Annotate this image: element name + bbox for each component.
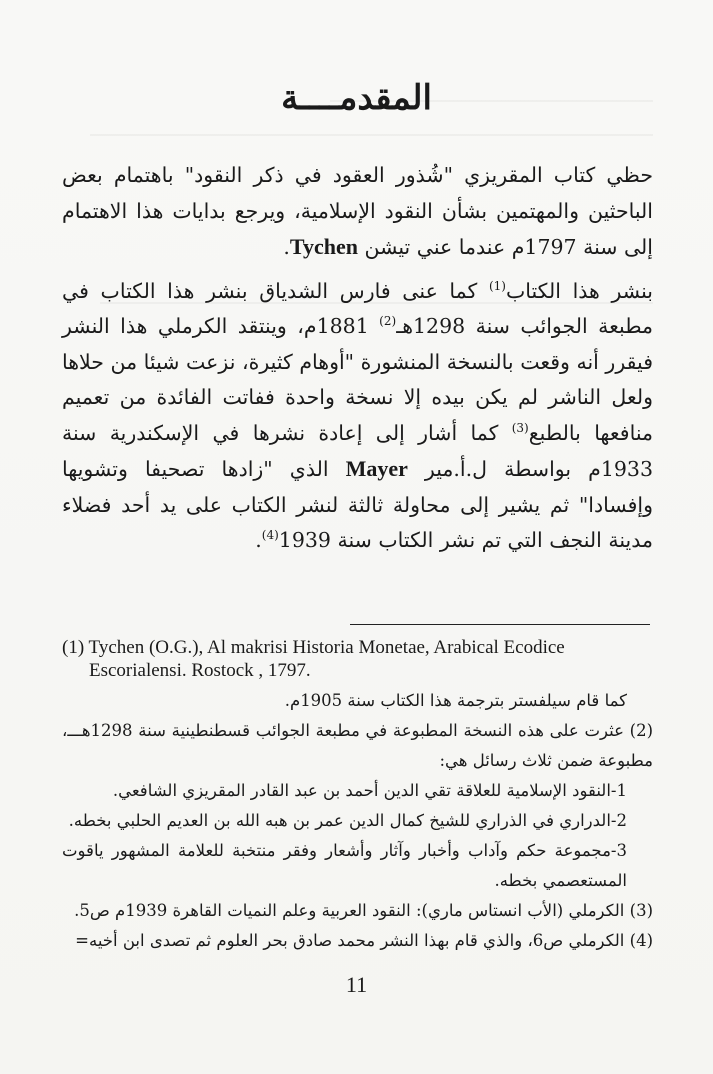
paragraph-1-end: . [283, 235, 290, 259]
footnote-2-item-1: 1-النقود الإسلامية للعلاقة تقي الدين أحمد بن عبد القادر المقريزي الشافعي. [112, 781, 627, 800]
paragraph-2-text-b: كما عنى فارس الشدياق بنشر هذا الكتاب في مطبعة الجوائب سنة 1298هـ [62, 278, 653, 338]
footnote-2-item-2: 2-الدراري في الذراري للشيخ كمال الدين عمر بن هبه الله بن العديم الحلبي بخطه. [68, 811, 627, 830]
footnote-ref-4: (4) [261, 528, 279, 543]
footnotes [62, 636, 653, 956]
bleed-through-line [90, 134, 653, 136]
footnote-3: (3) الكرملي (الأب انستاس ماري): النقود العربية وعلم النميات القاهرة 1939م ص5. [74, 901, 653, 920]
page-number: 11 [345, 972, 368, 997]
main-text [62, 158, 653, 567]
footnote-ref-2: (2) [379, 314, 397, 329]
footnote-1-latin [62, 636, 653, 682]
paragraph-2-text-a: بنشر هذا الكتاب [505, 278, 653, 303]
page-heading: المقدمــــة [281, 78, 432, 118]
paragraph-1-text: حظي كتاب المقريزي "شُذور العقود في ذكر النقود" باهتمام بعض الباحثين والمهتمين بشأن النقود الإسلامية، ويرجع بدايات هذا الاهتمام إلى سنة 1797م عندما عني تيشن [62, 163, 653, 259]
paragraph-2-text-c: 1881م، وينتقد الكرملي هذا النشر فيقرر أنه وقعت بالنسخة المنشورة "أوهام كثيرة، نزعت شيئا من حلاها ولعل الناشر لم يكن بيده إلا نسخة واحدة ففاتت الفائدة من تعميم منافعها بالطبع [62, 314, 653, 445]
paragraph-2-text-e: الذي "زادها تصحيفا وتشويها وإفسادا" ثم يشير إلى محاولة ثالثة لنشر الكتاب على يد أحد فضلاء مدينة النجف التي تم نشر الكتاب سنة 1939 [62, 457, 653, 552]
paragraph-2-end: . [255, 528, 262, 552]
paragraph-1 [62, 158, 653, 266]
footnote-1-line-2: Escorialensi. Rostock , 1797. [89, 660, 311, 681]
paragraph-2-text-d: كما أشار إلى إعادة نشرها في الإسكندرية سنة 1933م بواسطة ل.أ.مير [62, 420, 653, 481]
footnote-2-intro: (2) عثرت على هذه النسخة المطبوعة في مطبعة الجوائب قسطنطينية سنة 1298هـــ، مطبوعة ضمن ثلاث رسائل هي: [62, 721, 653, 770]
footnote-separator [350, 624, 650, 625]
paragraph-2 [62, 274, 653, 559]
latin-name-mayer: Mayer [345, 456, 408, 481]
footnote-1-line-1: (1) Tychen (O.G.), Al makrisi Historia Monetae, Arabical Ecodice [62, 637, 565, 658]
footnote-4: (4) الكرملي ص6، والذي قام بهذا النشر محمد صادق بحر العلوم ثم تصدى ابن أخيه= [75, 931, 653, 950]
latin-name-tychen: Tychen [289, 234, 358, 259]
footnote-1-arabic: كما قام سيلفستر بترجمة هذا الكتاب سنة 1905م. [284, 691, 627, 710]
footnote-ref-3: (3) [511, 420, 529, 435]
footnote-ref-1: (1) [488, 278, 506, 293]
footnote-2-item-3: 3-مجموعة حكم وآداب وأخبار وآثار وأشعار وفقر منتخبة للعلامة المشهور ياقوت المستعصمي بخطه. [62, 841, 627, 890]
